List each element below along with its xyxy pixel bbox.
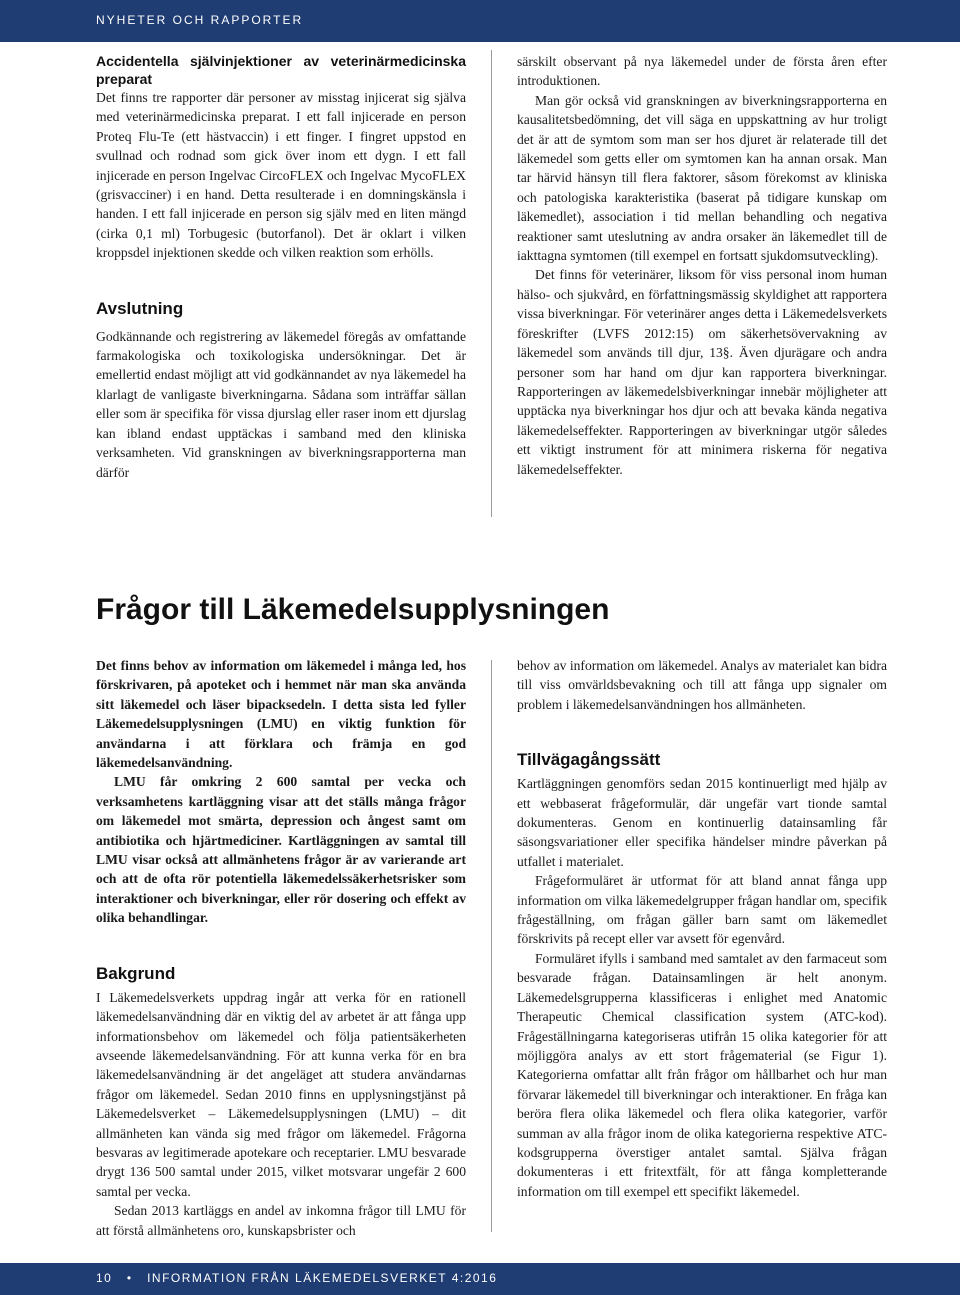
article-left-column — [96, 656, 466, 1240]
header-band — [0, 0, 960, 42]
footer-band — [0, 1263, 960, 1295]
body-paragraph: Godkännande och registrering av läkemedel föregås av omfattande farmakologiska och toxikologiska undersökningar. Det är emellertid endast möjligt att vid godkännandet av nya läkemedel ha klarlagt de vanligaste biverkningarna. Sådana som inträffar sällan eller som är specifika för vissa djurslag eller raser inom ett djurslag kan ibland endast upptäckas i samband med den kliniska verksamheten. Vid granskningen av biverkningsrapporterna man därför — [96, 328, 466, 480]
page-number: 10 — [96, 1271, 113, 1285]
body-paragraph: Det finns för veterinärer, liksom för viss personal inom human hälso- och sjukvård, en författningsmässig skyldighet att rapportera vissa biverkningar. För veterinärer anges detta i Läkemedelsverkets föreskrifter (LVFS 2012:15) om säkerhetsövervakning av läkemedel som används till djur, 13§. Även djurägare och andra personer som har hand om djur kan rapportera biverkningar. Rapporteringen av läkemedelsbiverkningar innebär möjligheter att upptäcka nya biverkningar hos djur och att bevaka kända negativa läkemedelseffekter. Rapporteringen av biverkningar utgör således ett viktigt instrument för att minimera riskerna för negativa läkemedelseffekter. — [517, 267, 887, 477]
subheading-self-injections: Accidentella självinjektioner av veterinärmedicinska preparat — [96, 53, 466, 87]
bullet-separator: • — [126, 1271, 133, 1285]
article-title: Frågor till Läkemedelsupplysningen — [96, 593, 610, 626]
body-paragraph: Kartläggningen genomförs sedan 2015 kontinuerligt med hjälp av ett webbaserat frågeformulär, där ungefär vart tionde samtal dokumenteras. Genom en kontinuerlig datainsamling får säsongsvariationer eller specifika händelser mindre påverkan på utfallet i materialet. — [517, 776, 887, 869]
body-paragraph: Sedan 2013 kartläggs en andel av inkomna frågor till LMU för att förstå allmänhetens oro, kunskapsbrister och — [96, 1203, 466, 1238]
body-paragraph: I Läkemedelsverkets uppdrag ingår att verka för en rationell läkemedelsanvändning där en viktig del av arbetet är att fånga upp informationsbehov om läkemedel och följa patientsäkerheten avseende läkemedelsanvändning. För att kunna verka för en bra läkemedelsanvändning är det angeläget att studera användarnas frågor om läkemedel. Sedan 2010 finns en upplysningstjänst på Läkemedelsverket – Läkemedelsupplysningen (LMU) – dit allmänheten kan vända sig med frågor om läkemedel. Frågorna besvaras av legitimerade apotekare och receptarier. LMU besvarade drygt 136 500 samtal under 2015, vilket motsvarar ungefär 2 600 samtal per vecka. — [96, 989, 466, 1199]
body-paragraph: Man gör också vid granskningen av biverkningsrapporterna en kausalitetsbedömning, det vill säga en uppskattning av hur troligt det är att de symtom som man ser hos djuret är relaterade till det läkemedel som getts eller om symtomen kan ha annan orsak. Man tar härvid hänsyn till flera faktorer, såsom förekomst av kliniska och patologiska karakteristika (baserat på tidigare kunskap om läkemedlet), association i tid mellan behandling och negativa reaktioner samt uteslutning av andra orsaker än läkemedlet till de iakttagna symtomen (till exempel en fortsatt sjukdomsutveckling). — [517, 92, 887, 264]
body-paragraph: Frågeformuläret är utformat för att bland annat fånga upp information om vilka läkemedelgrupper frågan handlar om, specifik frågeställning, om frågan gäller barn samt om läkemedlet förskrivits på recept eller var avsett för egenvård. — [517, 873, 887, 947]
article-right-column — [517, 656, 887, 1201]
top-right-column — [517, 52, 887, 479]
body-paragraph: Formuläret ifylls i samband med samtalet av den farmaceut som besvarade frågan. Datainsamlingen är helt anonym. Läkemedelsgrupperna klassificeras i enlighet med Anatomic Therapeutic Chemical classification system (ATC-kod). Frågeställningarna kategoriseras utifrån 15 olika kategorier för att möjliggöra analys av ett stort frågematerial (se Figur 1). Kategorierna omfattar allt från frågor om hållbarhet och hur man förvarar läkemedel till biverkningar och interaktioner. En fråga kan beröra flera olika läkemedel och flera olika kategorier, varför summan av alla frågor inom de olika kategorierna respektive ATC-kodsgrupperna överstiger antalet samtal. Själva frågan dokumenteras i ett fritextfält, för att fånga kompletterande information om till exempel ett specifikt läkemedel. — [517, 950, 887, 1199]
column-divider — [491, 660, 492, 1232]
heading-avslutning: Avslutning — [96, 298, 184, 318]
lead-paragraph: Det finns behov av information om läkemedel i många led, hos förskrivaren, på apoteket och i hemmet när man ska använda sitt läkemedel och läser bipacksedeln. I detta sista led fyller Läkemedelsupplysningen (LMU) en viktig funktion för användarna i att förklara och främja en god läkemedelsanvändning. — [96, 658, 466, 771]
heading-bakgrund: Bakgrund — [96, 963, 176, 983]
top-left-column — [96, 52, 466, 482]
section-label: NYHETER OCH RAPPORTER — [96, 13, 304, 27]
heading-tillvagagangssatt: Tillvägagångssätt — [517, 750, 661, 770]
column-divider — [491, 50, 492, 517]
body-paragraph: särskilt observant på nya läkemedel under de första åren efter introduktionen. — [517, 54, 887, 89]
lead-paragraph: LMU får omkring 2 600 samtal per vecka och verksamhetens kartläggning visar att det ställs många frågor om läkemedel mot smärta, depression och ångest samt om antibiotika och hjärtmediciner. Kartläggningen av samtal till LMU visar också att allmänhetens frågor är av varierande art och att de ofta rör potentiella läkemedelssäkerhetsrisker som interaktioner och biverkningar, eller rör dosering och effekt av olika behandlingar. — [96, 774, 466, 926]
publication-name: INFORMATION FRÅN LÄKEMEDELSVERKET 4:2016 — [147, 1271, 498, 1285]
footer-text — [96, 1271, 497, 1285]
body-paragraph: behov av information om läkemedel. Analys av materialet kan bidra till viss omvärldsbevakning och till att fånga upp signaler om problem i läkemedelsanvändningen hos allmänheten. — [517, 658, 887, 712]
body-paragraph: Det finns tre rapporter där personer av misstag injicerat sig själva med veterinärmedicinska preparat. I ett fall injicerade en person Proteq Flu-Te (ett hästvaccin) i ett finger. I fingret uppstod en svullnad och rodnad som gick över inom ett dygn. I ett fall injicerade en person Ingelvac CircoFLEX och Ingelvac MycoFLEX (grisvacciner) i en hand. Detta resulterade i en domningskänsla i handen. I ett fall injicerade en person sig själv med en liten mängd (cirka 0,1 ml) Torbugesic (butorfanol). Det är oklart i vilken kroppsdel injektionen skedde och vilken reaktion som erhölls. — [96, 90, 466, 261]
